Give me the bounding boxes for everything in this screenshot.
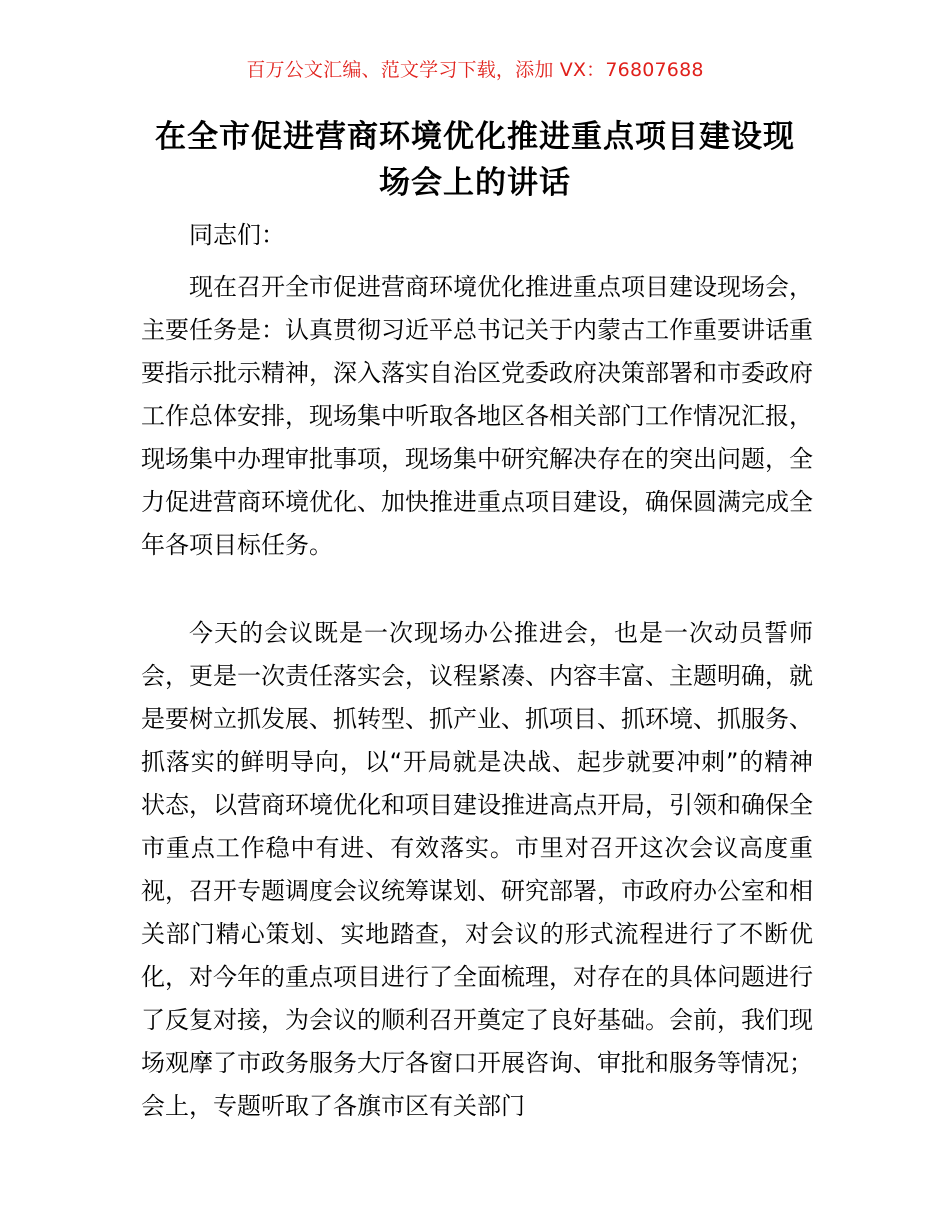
body-paragraph-1: 现在召开全市促进营商环境优化推进重点项目建设现场会，主要任务是：认真贯彻习近平总书记关于内蒙古工作重要讲话重要指示批示精神，深入落实自治区党委政府决策部署和市委政府工作总体安排，现场集中听取各地区各相关部门工作情况汇报，现场集中办理审批事项，现场集中研究解决存在的突出问题，全力促进营商环境优化、加快推进重点项目建设，确保圆满完成全年各项目标任务。 (141, 273, 813, 559)
salutation: 同志们： (189, 221, 285, 249)
body-paragraph-2: 今天的会议既是一次现场办公推进会，也是一次动员誓师会，更是一次责任落实会，议程紧凑、内容丰富、主题明确，就是要树立抓发展、抓转型、抓产业、抓项目、抓环境、抓服务、抓落实的鲜明导向，以“开局就是决战、起步就要冲刺”的精神状态，以营商环境优化和项目建设推进高点开局，引领和确保全市重点工作稳中有进、有效落实。市里对召开这次会议高度重视，召开专题调度会议统筹谋划、研究部署，市政府办公室和相关部门精心策划、实地踏查，对会议的形式流程进行了不断优化，对今年的重点项目进行了全面梳理，对存在的具体问题进行了反复对接，为会议的顺利召开奠定了良好基础。会前，我们现场观摩了市政务服务大厅各窗口开展咨询、审批和服务等情况；会上，专题听取了各旗市区有关部门 (141, 619, 813, 1120)
document-title: 在全市促进营商环境优化推进重点项目建设现场会上的讲话 (155, 119, 795, 201)
header-download-note: 百万公文汇编、范文学习下载，添加 VX：76807688 (246, 59, 704, 81)
